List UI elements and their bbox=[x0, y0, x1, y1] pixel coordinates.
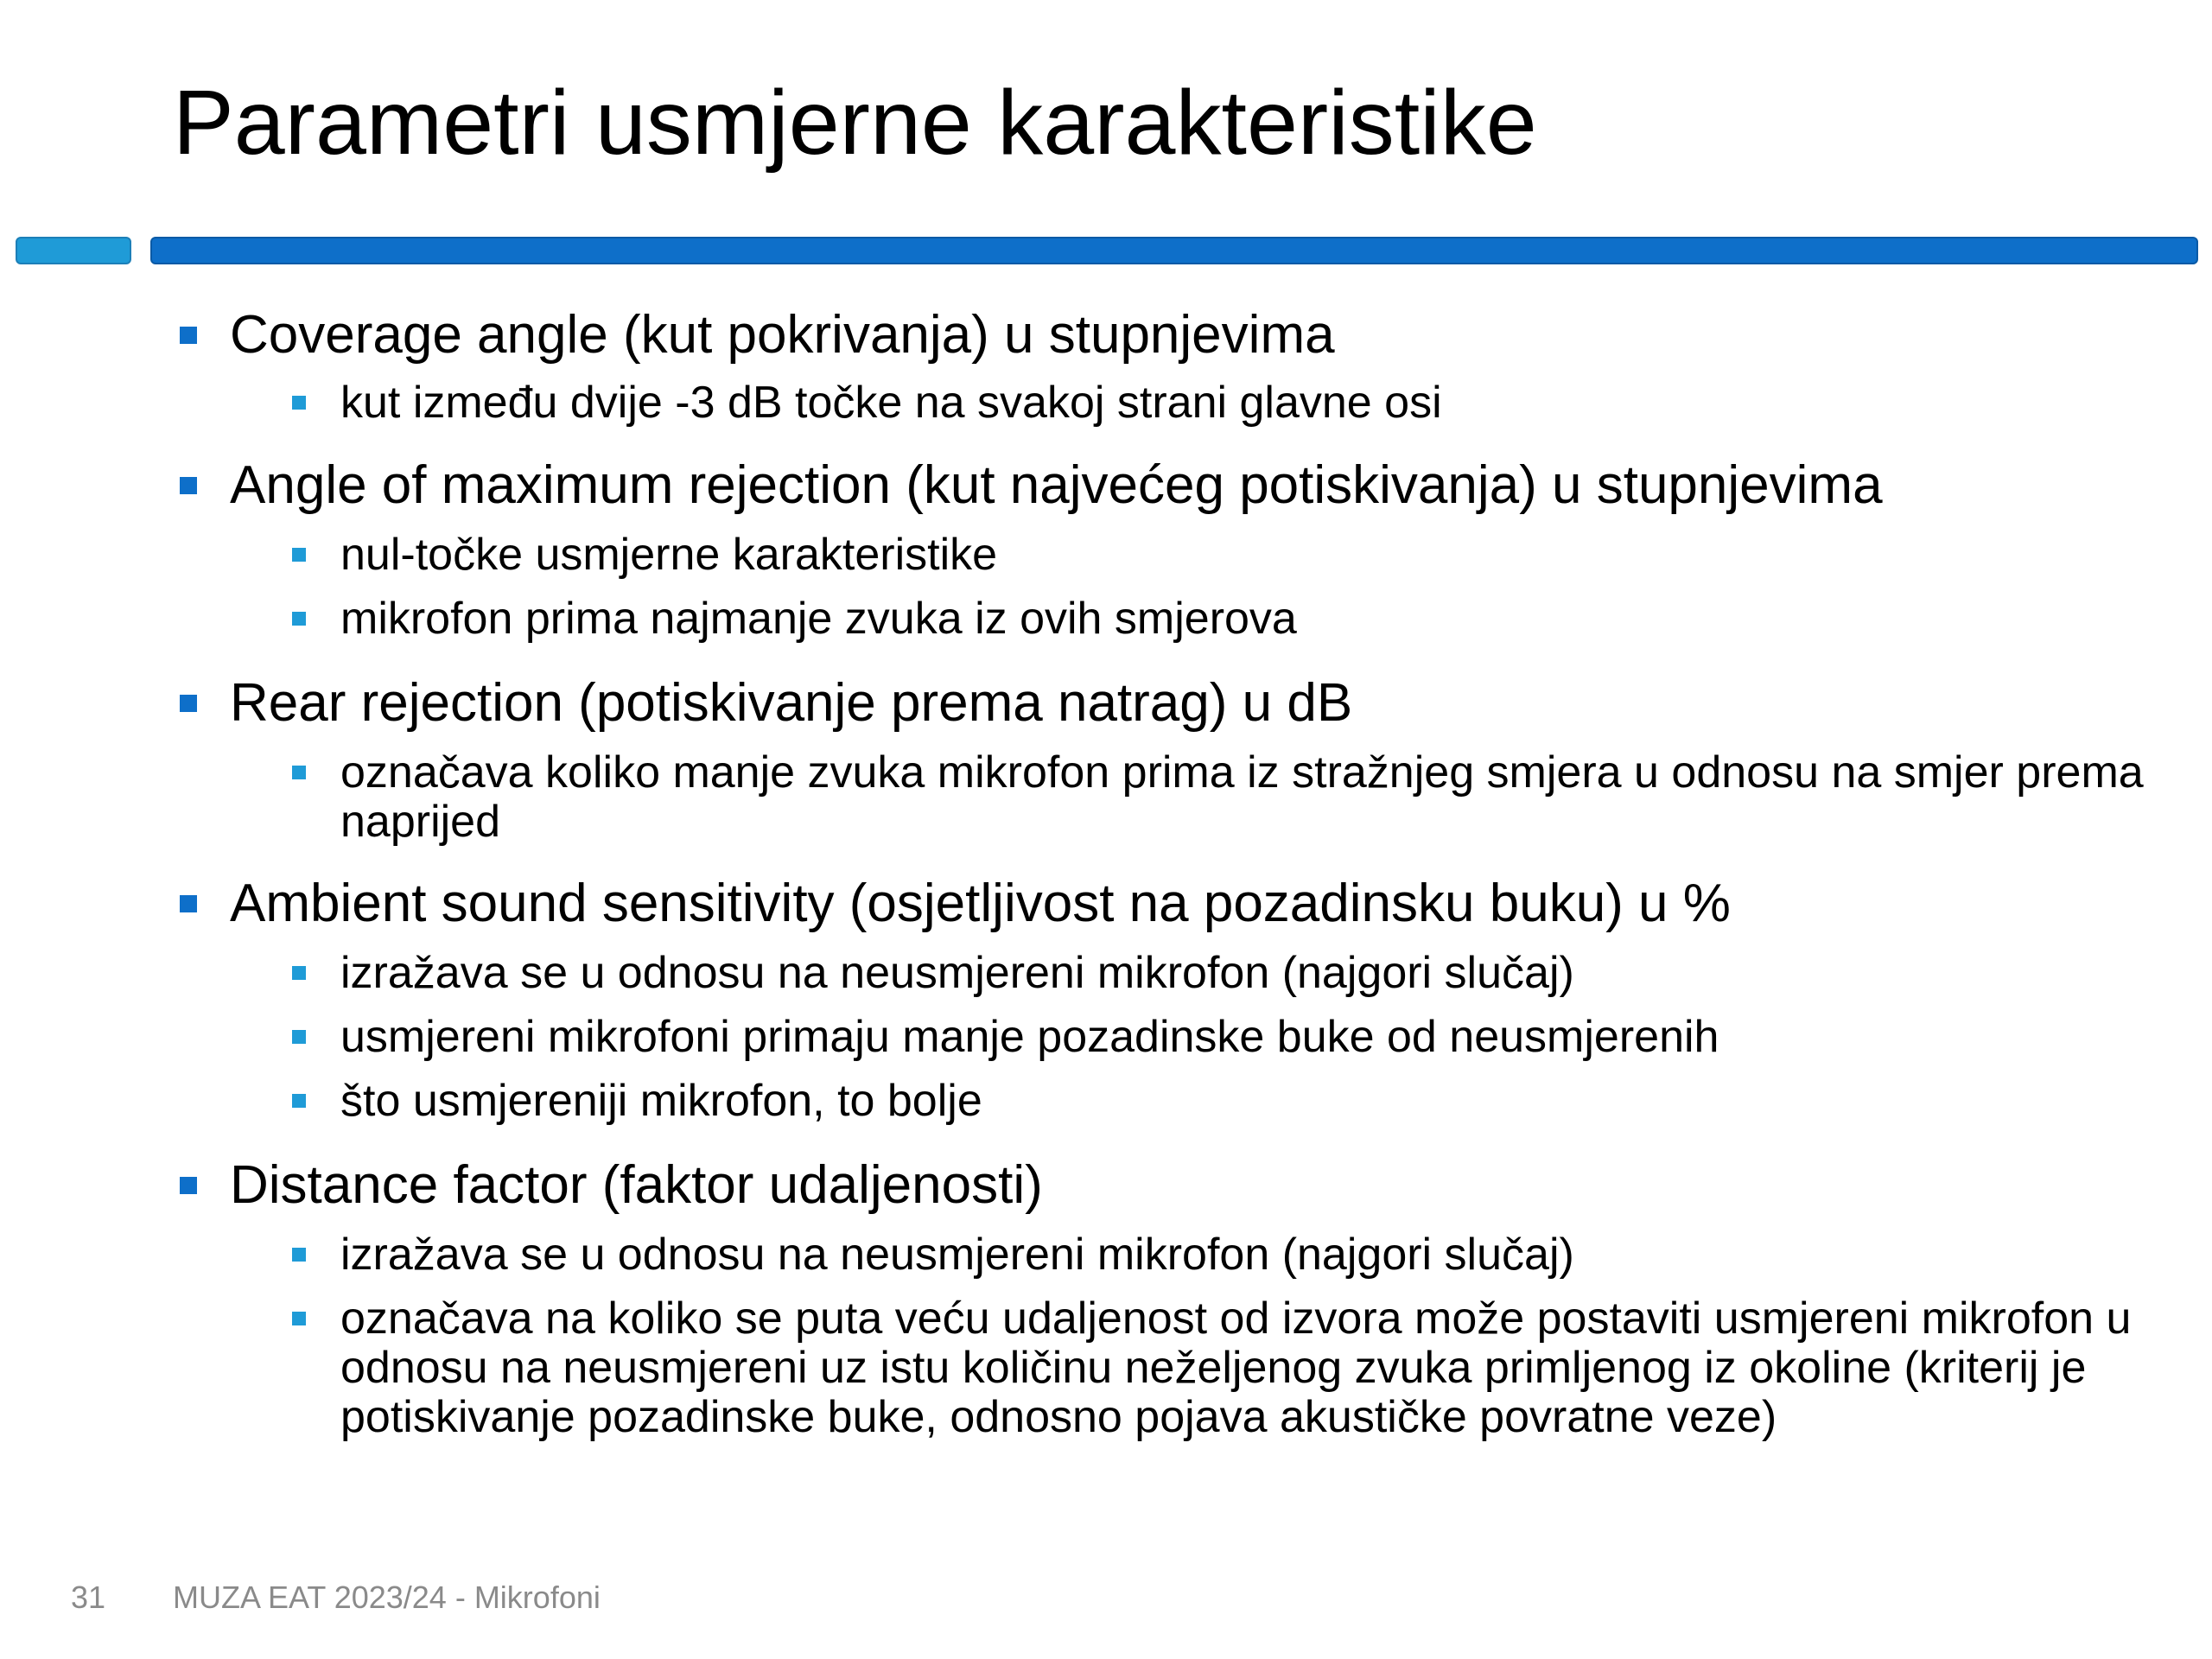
bullet-square-icon bbox=[180, 1177, 197, 1194]
sub-bullet-square-icon bbox=[292, 1094, 306, 1108]
bullet-square-icon bbox=[180, 477, 197, 494]
bullet-square-icon bbox=[180, 895, 197, 912]
sub-bullet-square-icon bbox=[292, 1030, 306, 1044]
sub-bullet-square-icon bbox=[292, 548, 306, 562]
page-number: 31 bbox=[71, 1580, 106, 1615]
bullet-5-sub-2: označava na koliko se puta veću udaljenost od izvora može postaviti usmjereni mikrofon u odnosu na neusmjereni uz istu količinu neželjenog zvuka primljenog iz okoline (kriterij je potiskivanje pozadinske buke, odnosno pojava akustičke povratne veze) bbox=[340, 1294, 2132, 1442]
bullet-4-sub-2: usmjereni mikrofoni primaju manje pozadinske buke od neusmjerenih bbox=[340, 1012, 1719, 1062]
bullet-2-text: Angle of maximum rejection (kut najvećeg potiskivanja) u stupnjevima bbox=[230, 455, 1883, 515]
bullet-3-sub-1: označava koliko manje zvuka mikrofon prima iz stražnjeg smjera u odnosu na smjer prema naprijed bbox=[340, 747, 2144, 847]
footer-text: MUZA EAT 2023/24 - Mikrofoni bbox=[173, 1580, 601, 1615]
sub-bullet-square-icon bbox=[292, 766, 306, 779]
bullet-3-text: Rear rejection (potiskivanje prema natrag) u dB bbox=[230, 673, 1353, 733]
bullet-5-sub-1: izražava se u odnosu na neusmjereni mikrofon (najgori slučaj) bbox=[340, 1230, 1574, 1280]
bullet-2-sub-2: mikrofon prima najmanje zvuka iz ovih smjerova bbox=[340, 594, 1297, 644]
bullet-square-icon bbox=[180, 695, 197, 712]
bullet-5-text: Distance factor (faktor udaljenosti) bbox=[230, 1155, 1043, 1215]
bullet-1-text: Coverage angle (kut pokrivanja) u stupnjevima bbox=[230, 305, 1335, 365]
slide-title: Parametri usmjerne karakteristike bbox=[173, 72, 1537, 174]
sub-bullet-square-icon bbox=[292, 1312, 306, 1325]
sub-bullet-square-icon bbox=[292, 612, 306, 626]
bullet-square-icon bbox=[180, 327, 197, 344]
bullet-1-sub-1: kut između dvije -3 dB točke na svakoj strani glavne osi bbox=[340, 378, 1442, 428]
bullet-4-text: Ambient sound sensitivity (osjetljivost na pozadinsku buku) u % bbox=[230, 874, 1731, 933]
bullet-4-sub-3: što usmjereniji mikrofon, to bolje bbox=[340, 1076, 982, 1126]
bullet-4-sub-1: izražava se u odnosu na neusmjereni mikrofon (najgori slučaj) bbox=[340, 948, 1574, 998]
sub-bullet-square-icon bbox=[292, 1248, 306, 1262]
sub-bullet-square-icon bbox=[292, 966, 306, 980]
bullet-2-sub-1: nul-točke usmjerne karakteristike bbox=[340, 530, 998, 580]
sub-bullet-square-icon bbox=[292, 396, 306, 410]
